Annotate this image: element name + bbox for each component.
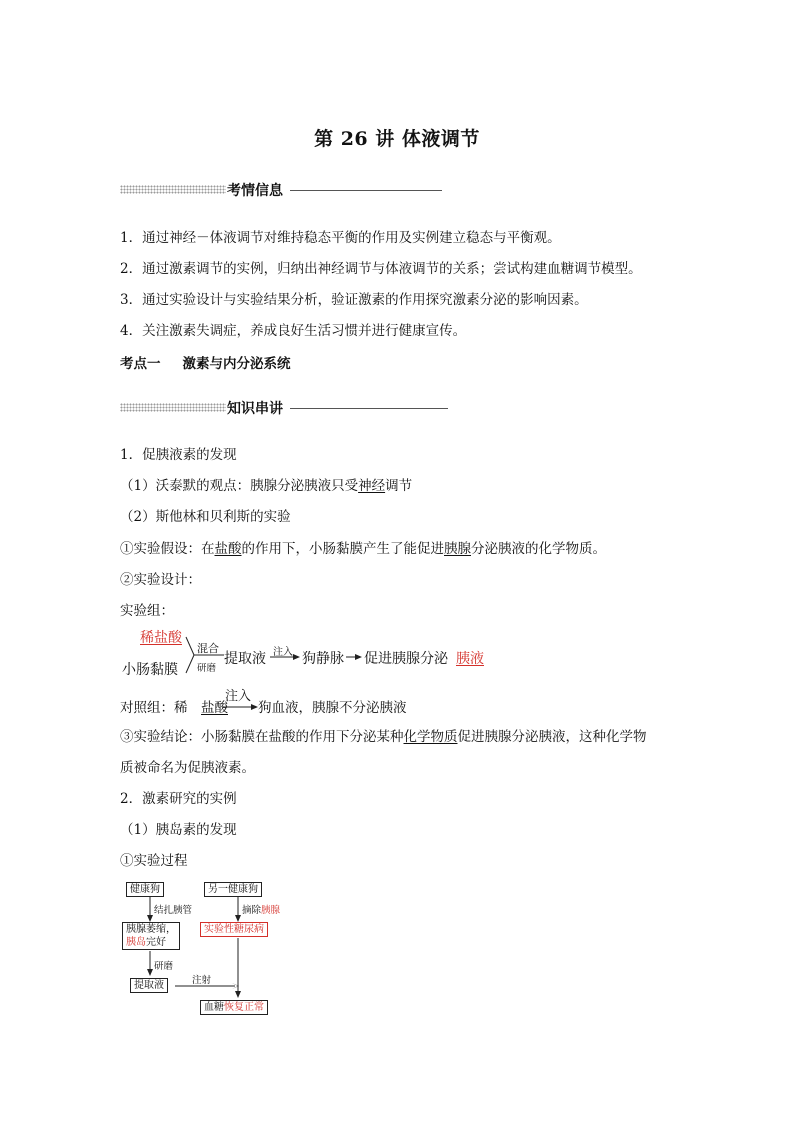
control-post: 狗血液，胰腺不分泌胰液	[258, 700, 407, 716]
objective-1: 1．通过神经－体液调节对维持稳态平衡的作用及实例建立稳态与平衡观。	[120, 230, 561, 246]
label-inject: 注射	[192, 975, 212, 986]
flow-mix: 混合	[197, 642, 219, 655]
text: 摘除	[242, 905, 262, 916]
flow-promote: 促进胰腺分泌	[364, 651, 448, 667]
objective-4: 4．关注激素失调症，养成良好生活习惯并进行健康宣传。	[120, 323, 467, 339]
label-grind: 研磨	[154, 961, 174, 972]
para-12: ①实验过程	[120, 853, 188, 869]
flow-intestine: 小肠黏膜	[122, 662, 178, 678]
label-remove	[242, 902, 280, 916]
para-3: （2）斯他林和贝利斯的实验	[120, 509, 291, 525]
para-5: ②实验设计：	[120, 572, 201, 588]
flow-vein: 狗静脉	[302, 651, 344, 667]
control-arrow	[222, 703, 262, 713]
para-10: 2．激素研究的实例	[120, 791, 237, 807]
objective-3: 3．通过实验设计与实验结果分析，验证激素的作用探究激素分泌的影响因素。	[120, 292, 588, 308]
control-inject: 注入	[225, 689, 252, 704]
kaodian-heading	[120, 352, 291, 372]
text: 分泌胰液的化学物质。	[471, 541, 606, 557]
underlined-text: 胰腺	[444, 541, 471, 557]
section-label: 考情信息	[227, 183, 283, 199]
para-4	[120, 539, 606, 559]
box-pancreas-atrophy	[122, 922, 180, 950]
text: ①实验假设：在	[120, 541, 215, 557]
control-pre: 对照组：稀	[120, 700, 188, 716]
label-ligate: 结扎胰管	[154, 905, 193, 916]
text-line-2	[126, 936, 176, 949]
para-8	[120, 727, 647, 747]
section-label: 知识串讲	[227, 401, 283, 417]
flow-grind: 研磨	[197, 663, 217, 674]
text: 完好	[146, 937, 166, 948]
text: 的作用下，小肠黏膜产生了能促进	[241, 541, 444, 557]
para-1: 1．促胰液素的发现	[120, 447, 237, 463]
para-11: （1）胰岛素的发现	[120, 822, 237, 838]
text: 促进胰腺分泌胰液，这种化学物	[457, 729, 647, 745]
text: 血糖	[204, 1002, 224, 1013]
box-extract: 提取液	[130, 978, 168, 993]
flow-diagram-insulin	[120, 878, 320, 1018]
underlined-text: 化学物质	[403, 729, 458, 745]
box-diabetes: 实验性糖尿病	[200, 922, 268, 937]
dotted-bar	[120, 185, 226, 194]
text: ③实验结论：小肠黏膜在盐酸的作用下分泌某种	[120, 729, 404, 745]
para-control	[120, 690, 480, 720]
red-text: 胰岛	[126, 937, 146, 948]
red-text: 恢复正常	[224, 1002, 264, 1013]
flow-diagram-secretin	[120, 626, 520, 682]
control-hcl: 盐酸	[201, 700, 228, 716]
divider-line	[290, 408, 448, 409]
underlined-text: 神经	[358, 478, 386, 494]
dotted-bar	[120, 403, 226, 412]
section-header-exam-info	[120, 180, 450, 200]
red-text: 胰腺	[261, 905, 281, 916]
box-another-dog: 另一健康狗	[204, 882, 262, 897]
para-9: 质被命名为促胰液素。	[120, 760, 255, 776]
text: 胰腺萎缩，	[126, 924, 176, 935]
text: 调节	[385, 478, 413, 494]
para-2	[120, 476, 412, 496]
flow-inject: 注入	[273, 647, 293, 658]
kaodian-title: 激素与内分泌系统	[182, 356, 291, 372]
underlined-text: 盐酸	[214, 541, 242, 557]
flow-hcl: 稀盐酸	[140, 630, 182, 646]
page-title: 第 26 讲 体液调节	[314, 128, 480, 150]
box-healthy-dog: 健康狗	[126, 882, 164, 897]
objective-2: 2．通过激素调节的实例，归纳出神经调节与体液调节的关系；尝试构建血糖调节模型。	[120, 261, 642, 277]
text: （1）沃泰默的观点：胰腺分泌胰液只受	[120, 478, 359, 494]
kaodian-label: 考点一	[120, 356, 161, 372]
box-blood-sugar	[200, 1000, 268, 1015]
flow-extract: 提取液	[224, 651, 266, 667]
section-header-knowledge	[120, 398, 450, 418]
para-6: 实验组：	[120, 603, 174, 619]
flow-result: 胰液	[456, 651, 484, 667]
divider-line	[290, 190, 442, 191]
